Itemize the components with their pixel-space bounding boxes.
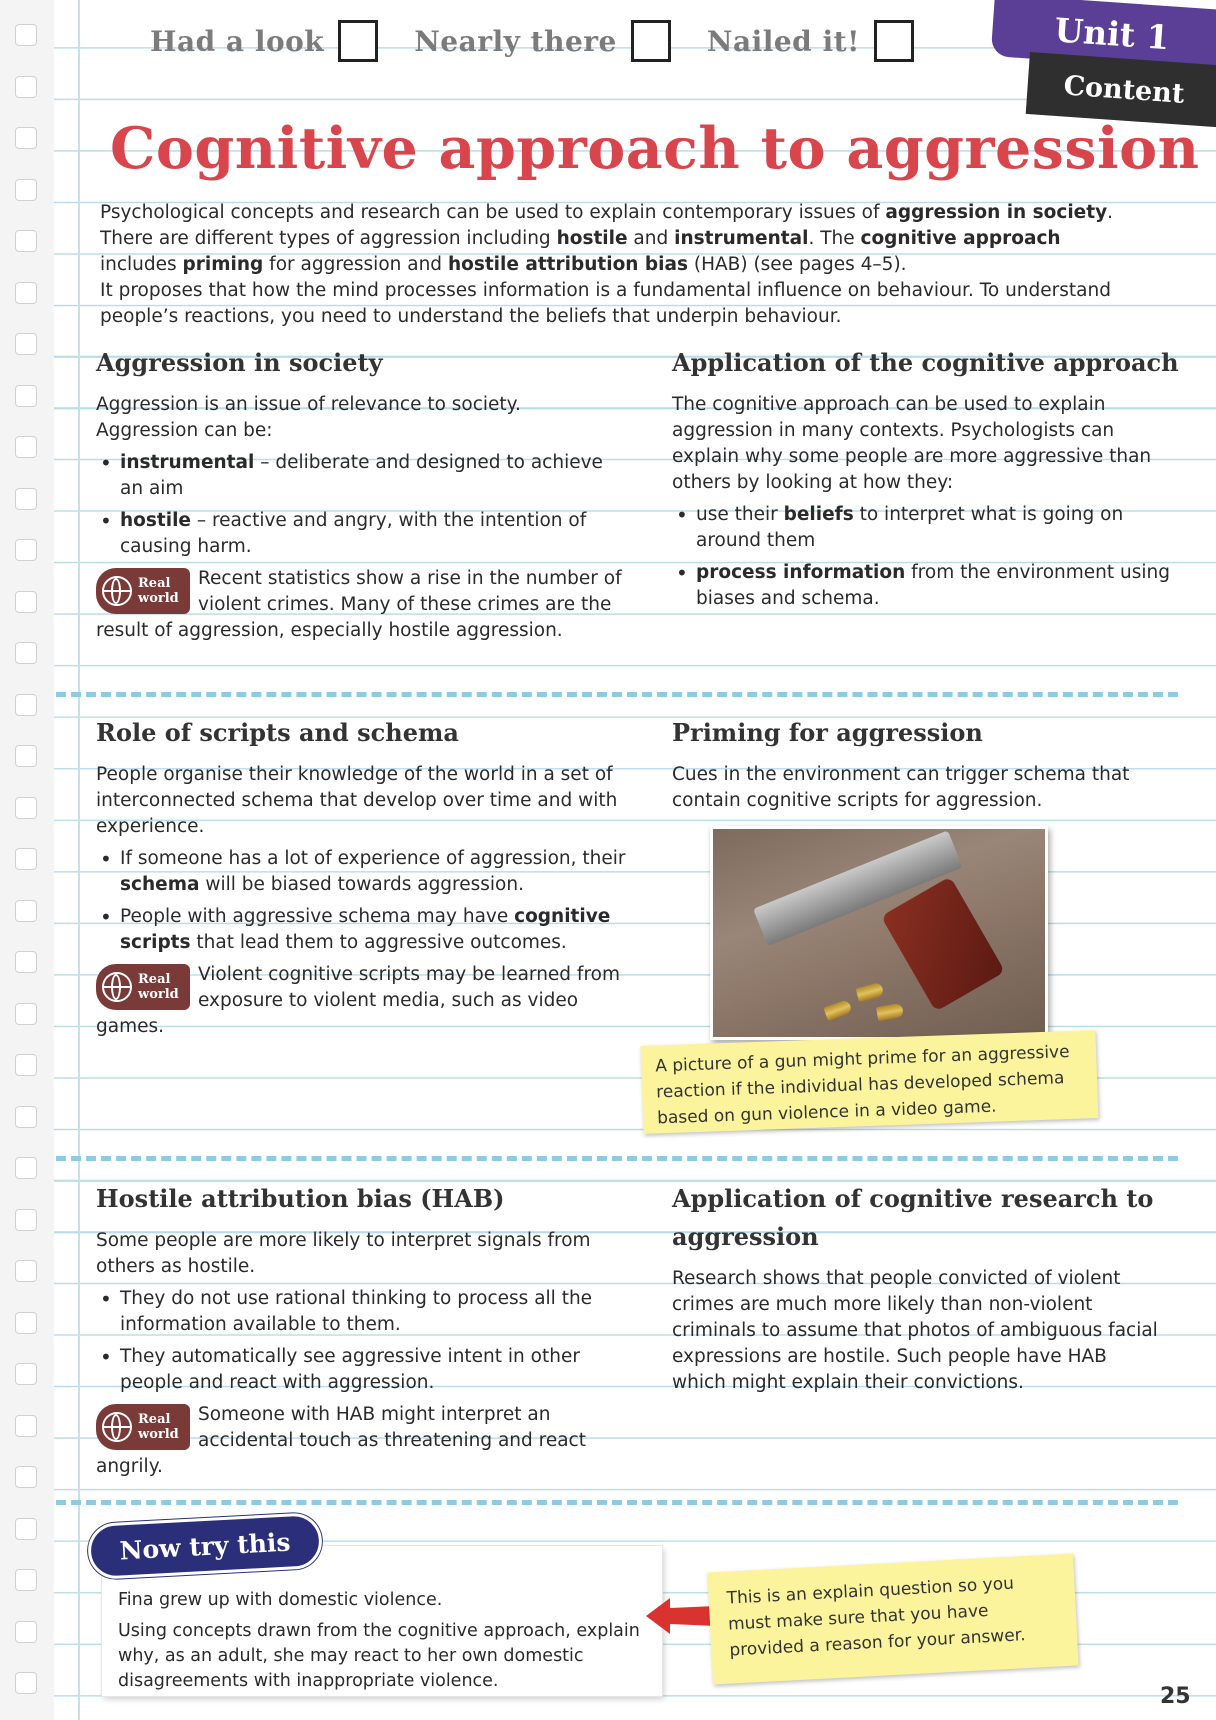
binder-hole bbox=[15, 1157, 37, 1179]
section-heading: Application of cognitive research to aggression bbox=[672, 1184, 1154, 1251]
bullet-list bbox=[96, 1286, 636, 1396]
pistol-grip-shape bbox=[881, 876, 1005, 1011]
section-heading: Application of the cognitive approach bbox=[672, 348, 1179, 377]
section-heading: Hostile attribution bias (HAB) bbox=[96, 1184, 505, 1213]
section-heading: Role of scripts and schema bbox=[96, 718, 459, 747]
had-a-look-label: Had a look bbox=[150, 24, 325, 58]
bold-term: hostile bbox=[556, 228, 628, 249]
bold-term: process information bbox=[696, 562, 906, 583]
section-divider bbox=[56, 1500, 1178, 1505]
binder-hole bbox=[15, 76, 37, 98]
badge-line-2: world bbox=[138, 987, 179, 1002]
section-divider bbox=[56, 1156, 1178, 1161]
section-intro: Cues in the environment can trigger schema that contain cognitive scripts for aggression. bbox=[672, 764, 1130, 811]
badge-line-1: Real bbox=[138, 576, 171, 591]
globe-icon bbox=[102, 1412, 132, 1442]
bullet-shape bbox=[856, 982, 885, 1002]
binder-hole bbox=[15, 24, 37, 46]
real-world-note bbox=[96, 962, 636, 1040]
text-run: and bbox=[627, 228, 675, 249]
real-world-badge-text bbox=[138, 576, 179, 606]
text-run: from the environment using biases and schema. bbox=[696, 562, 1171, 609]
bold-term: hostile bbox=[120, 510, 191, 531]
binder-hole bbox=[15, 1260, 37, 1282]
text-run: People with aggressive schema may have bbox=[120, 906, 515, 927]
list-item bbox=[96, 508, 626, 560]
section-heading: Aggression in society bbox=[96, 348, 383, 377]
section-hostile-attribution-bias bbox=[96, 1180, 636, 1480]
bullet-shape bbox=[823, 999, 852, 1021]
bullet-list bbox=[96, 450, 626, 560]
text-run: use their bbox=[696, 504, 784, 525]
text-run: includes bbox=[100, 254, 183, 275]
badge-line-2: world bbox=[138, 591, 179, 606]
gun-photo bbox=[710, 826, 1048, 1040]
red-arrow-icon bbox=[646, 1596, 716, 1636]
section-divider bbox=[56, 692, 1178, 697]
text-run: They do not use rational thinking to process all the information available to them. bbox=[120, 1288, 593, 1335]
progress-tracker bbox=[150, 20, 914, 62]
page-title: Cognitive approach to aggression bbox=[110, 115, 1200, 182]
binder-hole bbox=[15, 1054, 37, 1076]
binder-hole bbox=[15, 127, 37, 149]
intro-paragraph-1 bbox=[100, 200, 1130, 278]
real-world-text: Violent cognitive scripts may be learned from exposure to violent media, such as video games. bbox=[96, 964, 620, 1037]
now-try-this-line-1: Fina grew up with domestic violence. bbox=[118, 1590, 443, 1610]
binder-hole bbox=[15, 385, 37, 407]
section-intro: People organise their knowledge of the world in a set of interconnected schema that develop over time and with experience. bbox=[96, 764, 618, 837]
bold-term: instrumental bbox=[674, 228, 809, 249]
text-run: to interpret what is going on around them bbox=[696, 504, 1124, 551]
text-run: . There are different types of aggression including bbox=[100, 202, 1114, 249]
binder-hole bbox=[15, 1621, 37, 1643]
section-scripts-and-schema bbox=[96, 714, 636, 1040]
binder-hole bbox=[15, 1415, 37, 1437]
section-aggression-in-society bbox=[96, 344, 626, 644]
section-heading: Priming for aggression bbox=[672, 718, 983, 747]
section-intro: The cognitive approach can be used to explain aggression in many contexts. Psychologists can explain why some people are more aggressive than others by looking at how they: bbox=[672, 394, 1152, 493]
binder-hole bbox=[15, 694, 37, 716]
content-tab-label: Content bbox=[1062, 69, 1186, 110]
real-world-note bbox=[96, 566, 626, 644]
page-number: 25 bbox=[1160, 1684, 1191, 1709]
binder-hole bbox=[15, 333, 37, 355]
text-run: will be biased towards aggression. bbox=[199, 874, 524, 895]
badge-line-1: Real bbox=[138, 1412, 171, 1427]
real-world-badge bbox=[96, 568, 190, 614]
binder-hole bbox=[15, 1518, 37, 1540]
real-world-badge-text bbox=[138, 1412, 179, 1442]
section-intro: Some people are more likely to interpret signals from others as hostile. bbox=[96, 1230, 591, 1277]
list-item bbox=[672, 560, 1182, 612]
binder-hole bbox=[15, 1106, 37, 1128]
nearly-there-label: Nearly there bbox=[414, 24, 617, 58]
globe-icon bbox=[102, 972, 132, 1002]
binder-hole bbox=[15, 591, 37, 613]
list-item bbox=[96, 846, 636, 898]
bullet-list bbox=[96, 846, 636, 956]
bold-term: instrumental bbox=[120, 452, 255, 473]
section-body: Research shows that people convicted of violent crimes are much more likely than non-violent criminals to assume that photos of ambiguous facial expressions are hostile. Such people have HAB which might explain their convictions. bbox=[672, 1268, 1158, 1393]
text-run: for aggression and bbox=[263, 254, 448, 275]
list-item bbox=[672, 502, 1182, 554]
binder-hole bbox=[15, 1312, 37, 1334]
binder-hole bbox=[15, 1672, 37, 1694]
section-priming-for-aggression bbox=[672, 714, 1182, 820]
bold-term: aggression in society bbox=[885, 202, 1108, 223]
real-world-text: Recent statistics show a rise in the number of violent crimes. Many of these crimes are the result of aggression, especially hostile aggression. bbox=[96, 568, 622, 641]
nailed-it-checkbox[interactable] bbox=[874, 20, 914, 62]
nearly-there-checkbox[interactable] bbox=[631, 20, 671, 62]
text-run: – deliberate and designed to achieve an aim bbox=[120, 452, 603, 499]
section-application-cognitive-research bbox=[672, 1180, 1162, 1402]
binder-hole bbox=[15, 282, 37, 304]
real-world-note bbox=[96, 1402, 636, 1480]
bold-term: schema bbox=[120, 874, 200, 895]
binder-hole bbox=[15, 1003, 37, 1025]
now-try-this-label: Now try this bbox=[87, 1512, 324, 1580]
text-run: . The bbox=[808, 228, 861, 249]
list-item bbox=[96, 1286, 636, 1338]
real-world-text: Someone with HAB might interpret an accidental touch as threatening and react angrily. bbox=[96, 1404, 586, 1477]
badge-line-1: Real bbox=[138, 972, 171, 987]
unit-tab-label: Unit 1 bbox=[1053, 9, 1171, 57]
text-run: that lead them to aggressive outcomes. bbox=[190, 932, 567, 953]
binder-hole bbox=[15, 179, 37, 201]
now-try-this-question: Using concepts drawn from the cognitive approach, explain why, as an adult, she may react to her own domestic disagreements with inappropriate violence. bbox=[118, 1621, 640, 1691]
binder-hole bbox=[15, 1209, 37, 1231]
text-run: If someone has a lot of experience of aggression, their bbox=[120, 848, 626, 869]
binder-hole bbox=[15, 745, 37, 767]
bold-term: hostile attribution bias bbox=[447, 254, 688, 275]
text-run: – reactive and angry, with the intention of causing harm. bbox=[120, 510, 587, 557]
intro-text bbox=[100, 200, 1130, 330]
text-run: Psychological concepts and research can be used to explain contemporary issues of bbox=[100, 202, 886, 223]
list-item bbox=[96, 904, 636, 956]
text-run: They automatically see aggressive intent in other people and react with aggression. bbox=[120, 1346, 580, 1393]
bullet-shape bbox=[876, 1003, 904, 1021]
binder-hole bbox=[15, 951, 37, 973]
list-item bbox=[96, 450, 626, 502]
binder-hole bbox=[15, 1363, 37, 1385]
real-world-badge bbox=[96, 964, 190, 1010]
binder-hole bbox=[15, 797, 37, 819]
binder-hole bbox=[15, 642, 37, 664]
binder-hole bbox=[15, 1466, 37, 1488]
globe-icon bbox=[102, 576, 132, 606]
section-application-cognitive-approach bbox=[672, 344, 1182, 618]
bold-term: cognitive scripts bbox=[120, 906, 611, 953]
badge-line-2: world bbox=[138, 1427, 179, 1442]
bold-term: priming bbox=[182, 254, 264, 275]
binder-hole bbox=[15, 1569, 37, 1591]
binder-hole bbox=[15, 848, 37, 870]
list-item bbox=[96, 1344, 636, 1396]
nailed-it-label: Nailed it! bbox=[706, 24, 860, 58]
bold-term: beliefs bbox=[783, 504, 854, 525]
hint-note: This is an explain question so you must make sure that you have provided a reason for your answer. bbox=[707, 1553, 1078, 1684]
binder-hole bbox=[15, 900, 37, 922]
binder-hole bbox=[15, 230, 37, 252]
binder-hole bbox=[15, 436, 37, 458]
text-run: (HAB) (see pages 4–5). bbox=[687, 254, 907, 275]
intro-paragraph-2: It proposes that how the mind processes information is a fundamental influence on behaviour. To understand people’s reactions, you need to understand the beliefs that underpin behaviour. bbox=[100, 280, 1111, 327]
bullet-list bbox=[672, 502, 1182, 612]
binder-hole bbox=[15, 539, 37, 561]
photo-caption-note: A picture of a gun might prime for an aggressive reaction if the individual has developed schema based on gun violence in a video game. bbox=[641, 1030, 1099, 1134]
binder-hole bbox=[15, 488, 37, 510]
real-world-badge-text bbox=[138, 972, 179, 1002]
margin-rule bbox=[78, 0, 80, 1720]
bold-term: cognitive approach bbox=[860, 228, 1061, 249]
section-intro: Aggression is an issue of relevance to society. Aggression can be: bbox=[96, 394, 521, 441]
had-a-look-checkbox[interactable] bbox=[338, 20, 378, 62]
real-world-badge bbox=[96, 1404, 190, 1450]
